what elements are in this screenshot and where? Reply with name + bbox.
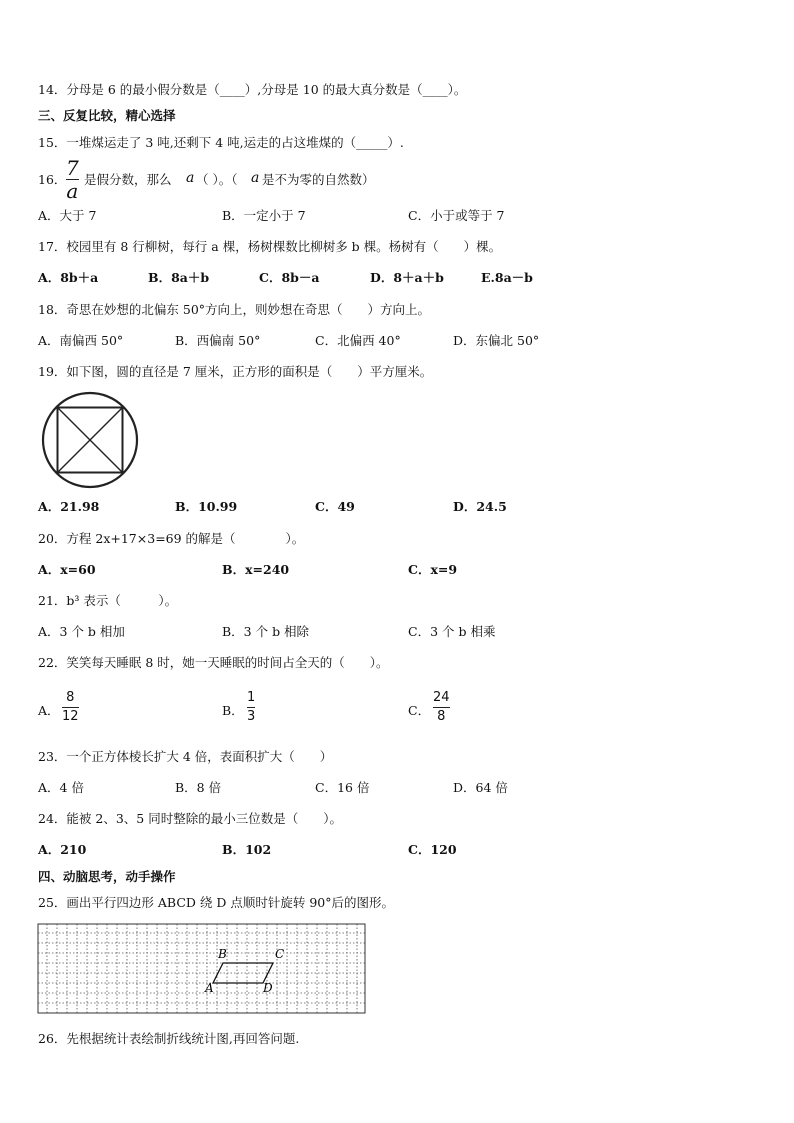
q19-option-d[interactable]: D．24.5 (453, 499, 507, 514)
q16-option-b[interactable]: B．一定小于 7 (222, 208, 306, 223)
fraction-denominator: 3 (247, 709, 256, 724)
q24-option-c[interactable]: C．120 (408, 842, 457, 857)
question-23: 23．一个正方体棱长扩大 4 倍，表面积扩大（ ） (38, 749, 333, 764)
dotted-grid-figure (37, 923, 367, 1015)
q23-option-b[interactable]: B．8 倍 (175, 780, 222, 795)
question-15: 15．一堆煤运走了 3 吨,还剩下 4 吨,运走的占这堆煤的（_____）. (38, 135, 404, 150)
section-3-heading: 三、反复比较，精心选择 (38, 108, 176, 123)
question-16-number: 16． (38, 172, 67, 187)
q24-option-b[interactable]: B．102 (222, 842, 272, 857)
q21-option-a[interactable]: A．3 个 b 相加 (38, 624, 125, 639)
q18-option-d[interactable]: D．东偏北 50° (453, 333, 540, 348)
vertex-label-a: A (205, 981, 214, 995)
q23-option-c[interactable]: C．16 倍 (315, 780, 370, 795)
q18-option-b[interactable]: B．西偏南 50° (175, 333, 261, 348)
fraction-denominator: 12 (62, 709, 79, 724)
q21-option-b[interactable]: B．3 个 b 相除 (222, 624, 310, 639)
q21-option-c[interactable]: C．3 个 b 相乘 (408, 624, 496, 639)
question-16-var-a2: a (251, 170, 260, 186)
fraction-numerator: 1 (247, 690, 256, 705)
q22-option-a-label: A． (38, 703, 60, 718)
q17-option-b[interactable]: B．8a＋b (148, 270, 210, 285)
q22-option-b-fraction (247, 690, 255, 725)
question-14: 14．分母是 6 的最小假分数是（____）,分母是 10 的最大真分数是（____）。 (38, 82, 467, 97)
vertex-label-b: B (218, 947, 227, 961)
grid-border (38, 924, 365, 1013)
question-16-var-a: a (186, 170, 195, 186)
vertex-label-c: C (275, 947, 285, 961)
q22-option-a-fraction (62, 690, 79, 725)
vertex-label-d: D (263, 981, 273, 995)
fraction-denominator: 8 (437, 709, 446, 724)
q23-option-d[interactable]: D．64 倍 (453, 780, 508, 795)
fraction-numerator: 7 (66, 156, 79, 180)
q16-option-c[interactable]: C．小于或等于 7 (408, 208, 505, 223)
fraction-bar (247, 707, 255, 708)
question-20: 20．方程 2x+17×3=69 的解是（ ）。 (38, 531, 305, 546)
q22-option-c-fraction (433, 690, 450, 725)
question-18: 18．奇思在妙想的北偏东 50°方向上，则妙想在奇思（ ）方向上。 (38, 302, 431, 317)
q19-option-b[interactable]: B．10.99 (175, 499, 238, 514)
fraction-bar (433, 707, 450, 708)
question-16-text-c: 是不为零的自然数） (262, 172, 375, 187)
question-26: 26．先根据统计表绘制折线统计图,再回答问题. (38, 1031, 300, 1046)
q19-option-c[interactable]: C．49 (315, 499, 355, 514)
question-22: 22．笑笑每天睡眠 8 时，她一天睡眠的时间占全天的（ ）。 (38, 655, 389, 670)
q17-option-c[interactable]: C．8b－a (259, 270, 320, 285)
q17-option-d[interactable]: D．8＋a＋b (370, 270, 444, 285)
q20-option-a[interactable]: A．x=60 (38, 562, 96, 577)
q16-option-a[interactable]: A．大于 7 (38, 208, 97, 223)
circle-square-figure (38, 390, 142, 490)
q22-option-c-label: C． (408, 703, 431, 718)
q22-option-b-label: B． (222, 703, 244, 718)
fraction-numerator: 24 (433, 690, 450, 705)
fraction-bar (62, 707, 79, 708)
section-4-heading: 四、动脑思考，动手操作 (38, 869, 176, 884)
question-16-fraction (66, 158, 79, 201)
q24-option-a[interactable]: A．210 (38, 842, 87, 857)
q20-option-b[interactable]: B．x=240 (222, 562, 290, 577)
question-24: 24．能被 2、3、5 同时整除的最小三位数是（ ）。 (38, 811, 342, 826)
question-25: 25．画出平行四边形 ABCD 绕 D 点顺时针旋转 90°后的图形。 (38, 895, 394, 910)
fraction-numerator: 8 (66, 690, 75, 705)
q23-option-a[interactable]: A．4 倍 (38, 780, 84, 795)
question-16-text-a: 是假分数，那么 (84, 172, 172, 187)
q18-option-c[interactable]: C．北偏西 40° (315, 333, 401, 348)
grid-lines (38, 924, 365, 1013)
parallelogram-abcd (213, 963, 273, 983)
q18-option-a[interactable]: A．南偏西 50° (38, 333, 124, 348)
q19-option-a[interactable]: A．21.98 (38, 499, 100, 514)
q20-option-c[interactable]: C．x=9 (408, 562, 458, 577)
question-17: 17．校园里有 8 行柳树，每行 a 棵，杨树棵数比柳树多 b 棵。杨树有（ ）棵。 (38, 239, 502, 254)
q17-option-e[interactable]: E.8a－b (481, 270, 533, 285)
q17-option-a[interactable]: A．8b＋a (38, 270, 99, 285)
fraction-denominator: a (66, 179, 79, 203)
question-21: 21．b³ 表示（ ）。 (38, 593, 178, 608)
question-16-text-b: （ ）。（ (196, 172, 238, 187)
question-19: 19．如下图，圆的直径是 7 厘米，正方形的面积是（ ）平方厘米。 (38, 364, 433, 379)
